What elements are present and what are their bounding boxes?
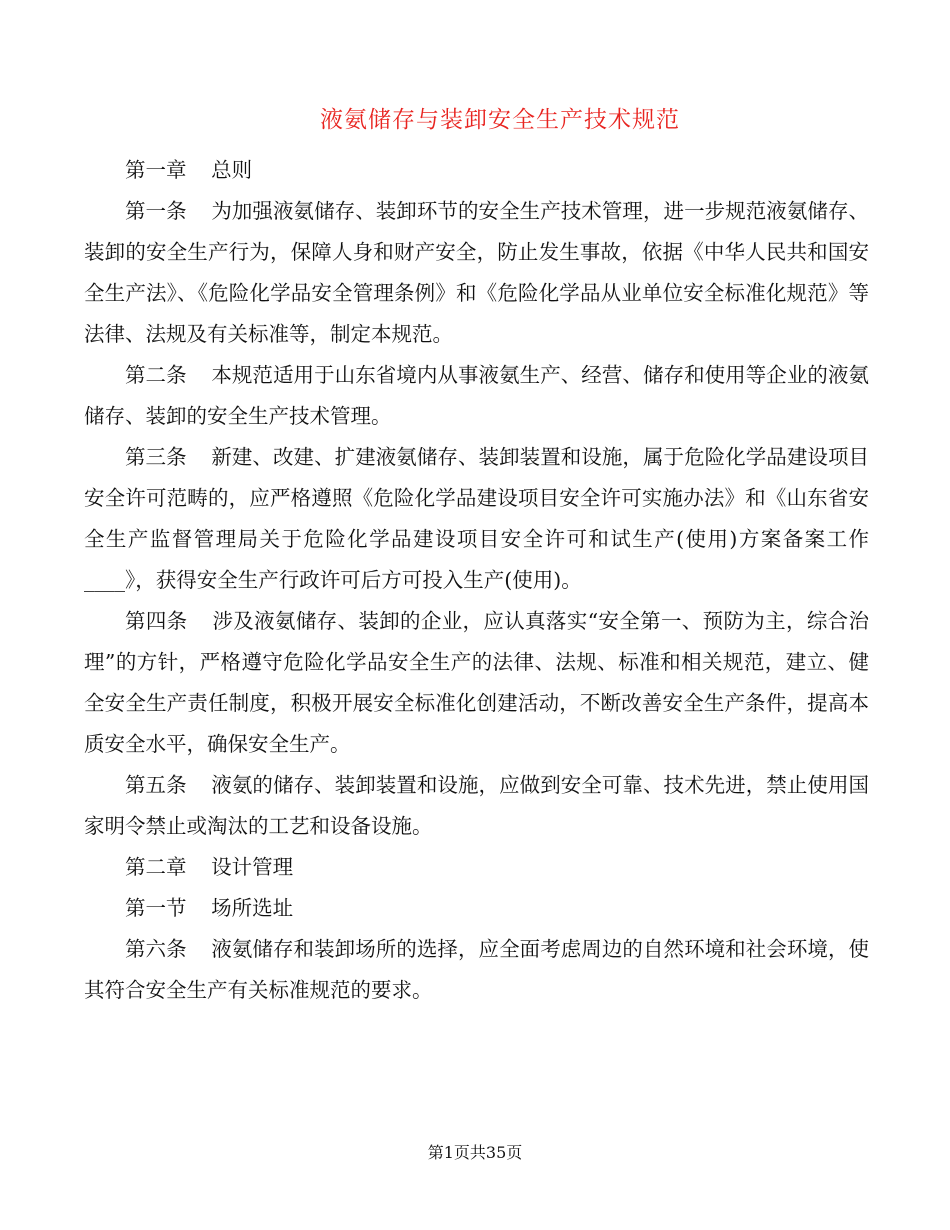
article-paragraph <box>84 355 869 437</box>
article-label: 第三条 <box>125 445 187 469</box>
article-label: 第四条 <box>125 609 188 633</box>
article-paragraph <box>84 191 869 355</box>
article-text: 本规范适用于山东省境内从事液氨生产、经营、储存和使用等企业的液氨储存、装卸的安全生产技术管理。 <box>84 363 870 428</box>
article-label: 第五条 <box>125 773 187 797</box>
article-text: 液氨的储存、装卸装置和设施，应做到安全可靠、技术先进，禁止使用国家明令禁止或淘汰的工艺和设备设施。 <box>84 773 870 838</box>
document-body <box>84 150 869 1011</box>
section-label: 第一节 <box>125 896 187 920</box>
chapter-name: 总则 <box>211 158 253 182</box>
article-label: 第一条 <box>125 199 187 223</box>
document-title: 液氨储存与装卸安全生产技术规范 <box>320 107 680 133</box>
chapter-label: 第一章 <box>125 158 187 182</box>
chapter-heading <box>84 847 869 888</box>
section-heading <box>84 888 869 929</box>
article-text: 为加强液氨储存、装卸环节的安全生产技术管理，进一步规范液氨储存、装卸的安全生产行为，保障人身和财产安全，防止发生事故，依据《中华人民共和国安全生产法》、《危险化学品安全管理条例》和《危险化学品从业单位安全标准化规范》等法律、法规及有关标准等，制定本规范。 <box>84 199 870 346</box>
article-text: 新建、改建、扩建液氨储存、装卸装置和设施，属于危险化学品建设项目安全许可范畴的，应严格遵照《危险化学品建设项目安全许可实施办法》和《山东省安全生产监督管理局关于危险化学品建设项目安全许可和试生产(使用)方案备案工作____》，获得安全生产行政许可后方可投入生产(使用)。 <box>84 445 870 592</box>
chapter-heading <box>84 150 869 191</box>
article-text: 液氨储存和装卸场所的选择，应全面考虑周边的自然环境和社会环境，使其符合安全生产有关标准规范的要求。 <box>84 937 870 1002</box>
article-text: 涉及液氨储存、装卸的企业，应认真落实“安全第一、预防为主，综合治理”的方针，严格遵守危险化学品安全生产的法律、法规、标准和相关规范，建立、健全安全生产责任制度，积极开展安全标准化创建活动，不断改善安全生产条件，提高本质安全水平，确保安全生产。 <box>84 609 870 756</box>
article-paragraph <box>84 765 869 847</box>
article-label: 第六条 <box>125 937 187 961</box>
article-label: 第二条 <box>125 363 187 387</box>
article-paragraph <box>84 437 869 601</box>
article-paragraph <box>84 929 869 1011</box>
article-paragraph <box>84 601 869 765</box>
page-number-footer: 第1页共35页 <box>427 1143 523 1162</box>
chapter-label: 第二章 <box>125 855 187 879</box>
chapter-name: 设计管理 <box>211 855 294 879</box>
section-name: 场所选址 <box>211 896 294 920</box>
